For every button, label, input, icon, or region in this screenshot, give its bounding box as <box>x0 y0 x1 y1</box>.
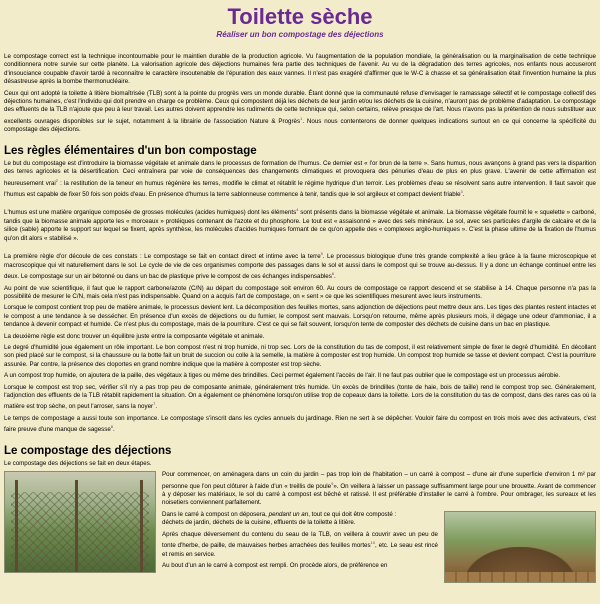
rules-paragraph: Lorsque le compost est trop sec, vérifier s'il n'y a pas trop peu de composante animale, généralement très humide. Un excès de brindilles (tonte de haie, bois de taille) rend le compost trop sec. Généralement, l'adjonction des effluents de la TLB rétablit rapidement la situation. On a également ce phénomène lorsqu'on utilise trop de copeaux dans la toilette. Lors de la constitution du tas de compost, dans des rares cas où la matière est trop sèche, on peut l'arroser, sans la noyer$^7$. <box>4 383 596 411</box>
dejections-paragraph: Après chaque déversement du contenu du seau de la TLB, on veillera à couvrir avec un peu de tonte d'herbe, de paille, de mauvaises herbes arrachées des feuilles mortes$^{10}$, etc. Le seau est rincé et remis en service. <box>162 530 438 558</box>
dejections-paragraph: Dans le carré à compost on déposera, pendant un an, tout ce qui doit être composté : déchets de jardin, déchets de la cuisine, effluents de la toilette à litière. <box>162 510 397 527</box>
footnote-link[interactable]: 1 <box>300 115 303 121</box>
rules-paragraph: Le degré d'humidité joue également un rôle important. Le bon compost n'est ni trop humide, ni trop sec. Lors de la constitution du tas de compost, il est relativement simple de fixer le degré d'humidité. En décollant son pied placé sur le compost, si la chaussure ou la botte fait un bruit de succion ou colle à la semelle, la matière à composter est trop humide. Un compost trop humide se tasse et devient compact. C'est la pourriture assurée. Par contre, la présence des cloportes en grand nombre indique que la matière à composter est trop sèche. <box>4 343 596 368</box>
footnote-link[interactable]: 5 <box>320 251 323 257</box>
section-heading-dejections: Le compostage des déjections <box>4 444 172 457</box>
dejections-paragraph: Au bout d'un an le carré à compost est rempli. On procède alors, de préférence en <box>162 561 388 569</box>
dejections-paragraph: Pour commencer, on aménagera dans un coin du jardin – pas trop loin de l'habitation – un carré à compost – d'une air d'une superficie d'environ 1 m² par personne que l'on peut clôturer à l'aide d'un « treillis de poule$^9$». On veillera à laisser un passage suffisamment large pour une brouette. Avant de commencer à y déposer les matériaux, le sol du carré à compost est bêché et ratissé. Il est préférable d'installer le carré à l'ombre. Pour ombrager, les sureaux et les noisetiers conviennent parfaitement. <box>162 471 597 507</box>
footnote-link[interactable]: 6 <box>331 271 335 277</box>
fence-post <box>15 480 18 572</box>
page <box>0 4 600 583</box>
intro-paragraph-1: Le compostage correct est la technique incontournable pour le maintien durable de la production agricole. Vu l'augmentation de la population mondiale, la généralisation ou la marginalisation de cette technique conditionnera notre survie sur cette planète. La valorisation agricole des déjections humaines fera partie des techniques de l'avenir. Au vu de la dégradation des terres agricoles, nos enfants nous accuseront d'insouciance coupable d'avoir tardé à reconnaître le caractère insoutenable de l'épuration des eaux vannes. Il n'est pas exagéré d'affirmer que le W-C à chasse et sa généralisation était l'invention humaine la plus désastreuse après la bombe thermonucléaire. <box>4 53 596 86</box>
footnote-link[interactable]: 8 <box>110 424 114 430</box>
wooden-border <box>445 572 595 582</box>
rules-paragraph: Le temps de compostage a aussi toute son importance. Le compostage s'inscrit dans les cycles annuels du jardinage. Rien ne sert à se dépêcher. Vouloir faire du compost en trois mois avec des activateurs, c'est faire preuve d'une manque de sagesse$^8$. <box>4 414 596 434</box>
page-subtitle: Réaliser un bon compostage des déjections <box>216 30 384 39</box>
fence-post <box>75 480 78 572</box>
rules-paragraph: L'humus est une matière organique composée de grosses molécules (acides humiques) dont les éléments$^4$ sont présents dans la biomasse végétale et animale. La biomasse végétale fournit le « squelette » carboné, tandis que la biomasse animale apporte les « morceaux » protéiques contenant de l'azote et du phosphore. Le tout est « assaisonné » avec des sels minéraux. Le sol, avec ses particules d'argile de calcaire et de la silice (sable) apporte le support sur lequel se fixent, après synthèse, les molécules d'acides humiques formant de ce qu'on appelle des « complexes argilo-humiques ». C'est la phase ultime de la fixation de l'humus qu'on dit alors « stabilisé ». <box>4 207 596 242</box>
dejections-text <box>162 471 596 583</box>
dejections-row <box>4 471 596 583</box>
footnote-link[interactable]: 9 <box>331 480 334 486</box>
chicken-wire-fence <box>11 492 149 572</box>
page-title: Toilette sèche <box>227 4 373 29</box>
footnote-link[interactable]: 10 <box>370 540 376 546</box>
section-heading-rules: Les règles élémentaires d'un bon compostage <box>4 144 257 157</box>
compost-heap-photo <box>444 511 596 583</box>
footnote-link[interactable]: 4 <box>296 207 299 213</box>
footnote-link[interactable]: 3 <box>460 189 463 194</box>
rules-paragraph: Au point de vue scientifique, il faut que le rapport carbone/azote (C/N) au départ du compostage soit environ 60. Au cours de compostage ce rapport descend et se stabilise à 14. Chaque personne n'a pas la possibilité de mesurer le C/N, mais cela n'est pas indispensable. Quand on a acquis l'art de compostage, on « sent » ce que les scientifiques mesurent avec leurs instruments. <box>4 284 596 300</box>
rules-paragraph: A un compost trop humide, on ajoutera de la paille, des végétaux à tiges ou même des brindilles. Ceci permet également l'accès de l'air. Il ne faut pas oublier que le compostage est un processus aérobie. <box>4 372 561 380</box>
rules-paragraph: La deuxième règle est donc trouver un équilibre juste entre la composante végétale et animale. <box>4 332 265 340</box>
compost-enclosure-photo <box>4 471 156 573</box>
dejections-subtext <box>162 511 438 583</box>
dejections-subrow <box>162 511 596 583</box>
rules-paragraph: La première règle d'or découle de ces constats : Le compostage se fait en contact direct et intime avec la terre$^5$. Le processus biologique d'une très grande complexité a lieu grâce à la faune microscopique et macroscopique qui vit naturellement dans le sol. Le cycle de vie de ces organismes comporte des passages dans le sol et aussi dans le compost qui se trouve au-dessus. Il y a donc un échange continuel entre les deux. Le compostage sur un air bétonné ou dans un bac de plastique prive le compost de ces échanges indispensables$^6$. <box>4 251 597 281</box>
dejections-intro: Le compostage des déjections se fait en deux étapes. <box>4 459 152 467</box>
rules-paragraph: Le but du compostage est d'introduire la biomasse végétale et animale dans le processus de formation de l'humus. Ce dernier est « l'or brun de la terre ». Sans humus, nous avançons à grand pas vers la disparition des terres agricoles et la désertification. Ceci entraînera par voie de conséquences des changements climatiques et provoquera des pénuries d'eau de plus en plus grave. L'avenir de cette affirmation est heureusement vrai$^2$ : la restitution de la teneur en humus régénère les terres, modifie le climat et rétablit le régime hydrique d'un terroir. Les problèmes d'eau se résolvent sans autre intervention. Il faut savoir que l'humus est capable de fixer 50 fois son poids d'eau. En présence d'humus la terre sablonneuse commence à tenir, tandis que le sol argileux et compact devient friable$^3$. <box>4 159 597 199</box>
footnote-link[interactable]: 7 <box>153 401 156 407</box>
intro-paragraph-2: Ceux qui ont adopté la toilette à litière biomaîtrisée (TLB) sont à la pointe du progrès vers un monde durable. Étant donné que la communauté refuse d'envisager le ramassage sélectif et le compostage collectif des déjections humaines, c'est l'individu qui doit prendre en charge ce problème. Ceux qui compostent déjà les déchets de leur jardin et/ou les déchets de la cuisine, n'auront pas de problème d'adaptation. Le compostage des effluents de la TLB n'ajoute que peu à leur travail. Les autres doivent apprendre les rudiments de cette technique qui, selon certains, relève presque de l'art. Nous n'avons pas la prétention de nous substituer aux excellents ouvrages disponibles sur le sujet, notamment à la librairie de l'association Nature & Progrès$^1$. Nous nous contenterons de donner quelques indications surtout en ce qui concerne la spécificité du compostage des déjections. <box>4 89 596 134</box>
rules-paragraph: Lorsque le compost contient trop peu de matière animale, le processus devient lent. La décomposition des feuilles mortes, sans adjonction de déjections peut mettre deux ans. Les tiges des plantes restent intactes et le compost a une tendance à se dessécher. En présence d'un excès de déjections ou du fumier, le compost sent mauvais. Lorsqu'on retourne, même après plusieurs mois, il dégage une odeur d'ammoniac, il a tendance à devenir compact et humide. Ce n'est plus du compostage, mais de la pourriture. C'est ce qui se fait souvent, lorsqu'on tente de composter des déchets de cuisine dans un bac en plastique. <box>4 304 596 329</box>
footnote-link[interactable]: 2 <box>55 177 58 183</box>
fence-post <box>140 480 143 572</box>
